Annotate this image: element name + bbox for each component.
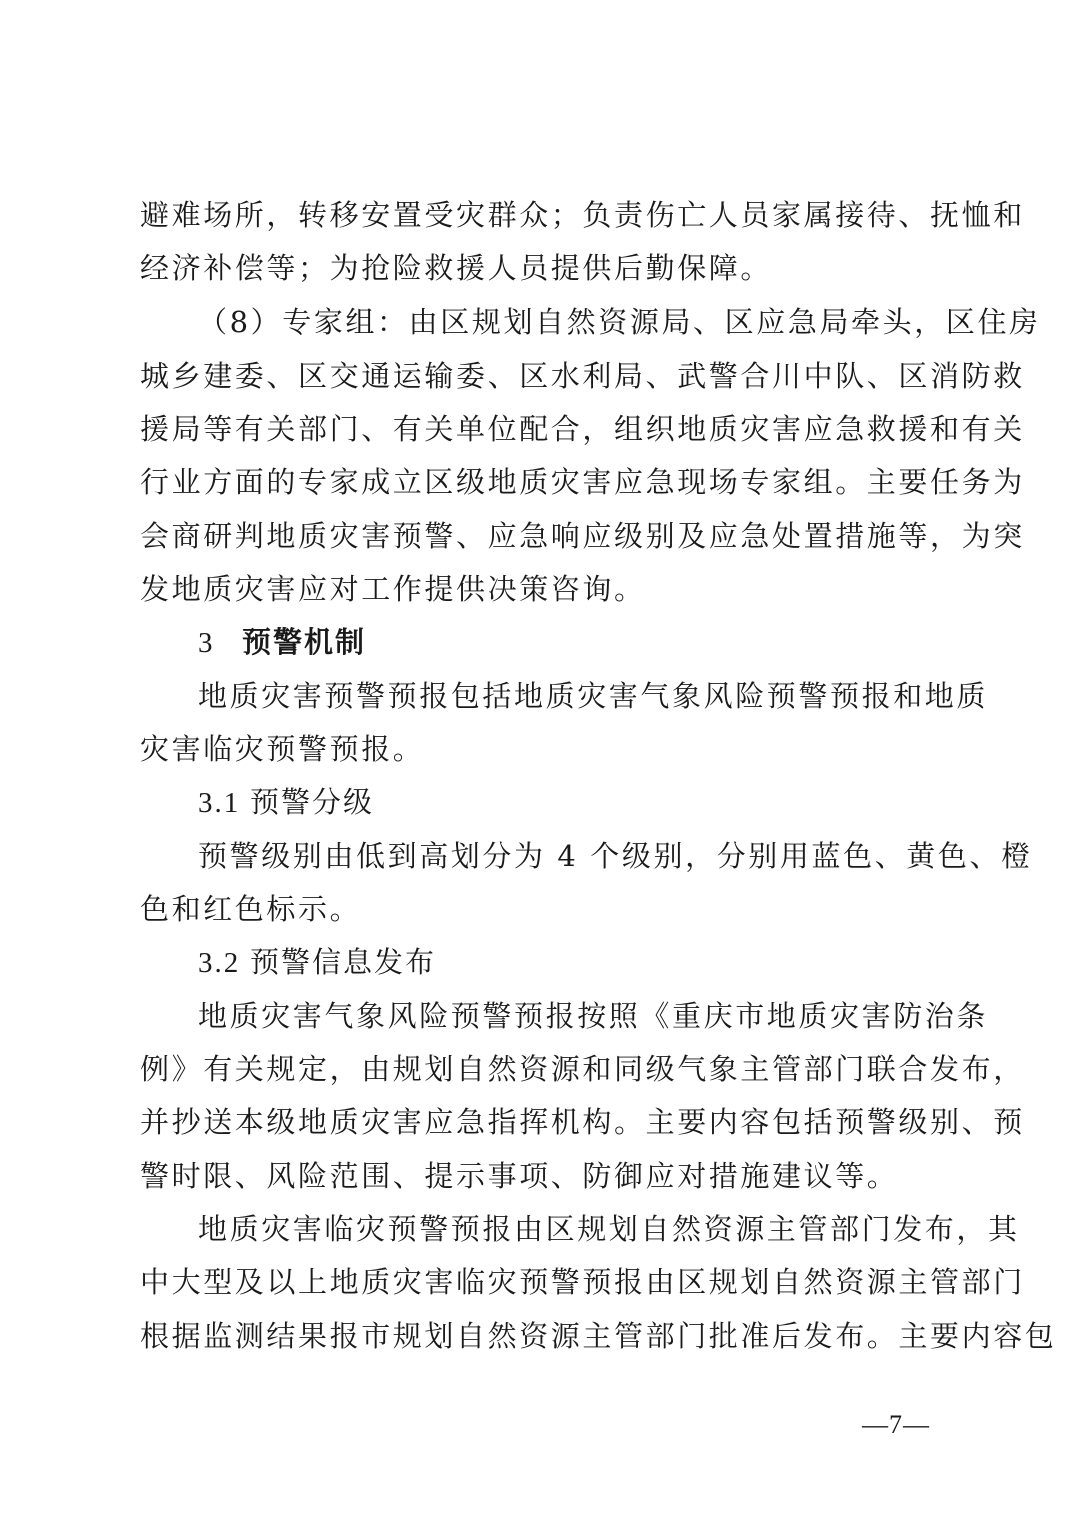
body-text-line: 警时限、风险范围、提示事项、防御应对措施建议等。 — [140, 1159, 899, 1193]
body-text-line: 地质灾害预警预报包括地质灾害气象风险预警预报和地质 — [198, 679, 989, 713]
section-title: 预警机制 — [242, 625, 367, 659]
body-text-line: 发地质灾害应对工作提供决策咨询。 — [140, 572, 646, 606]
section-number: 3.2 — [198, 947, 241, 979]
body-text-line: 援局等有关部门、有关单位配合，组织地质灾害应急救援和有关 — [140, 412, 1025, 446]
section-heading-3 — [198, 622, 940, 663]
body-text-line: （8）专家组：由区规划自然资源局、区应急局牵头，区住房 — [198, 305, 1041, 339]
body-text-line: 地质灾害气象风险预警预报按照《重庆市地质灾害防治条 — [198, 999, 989, 1033]
section-number: 3 — [198, 627, 215, 659]
section-heading-3-2 — [198, 942, 940, 983]
body-text-line: 行业方面的专家成立区级地质灾害应急现场专家组。主要任务为 — [140, 465, 1025, 499]
body-text-line: 根据监测结果报市规划自然资源主管部门批准后发布。主要内容包 — [140, 1319, 1057, 1353]
section-heading-3-1 — [198, 782, 940, 823]
section-number: 3.1 — [198, 787, 241, 819]
body-text-line: 会商研判地质灾害预警、应急响应级别及应急处置措施等，为突 — [140, 519, 1025, 553]
body-text-line: 避难场所，转移安置受灾群众；负责伤亡人员家属接待、抚恤和 — [140, 198, 1025, 232]
body-text-line: 城乡建委、区交通运输委、区水利局、武警合川中队、区消防救 — [140, 359, 1025, 393]
body-text-line: 中大型及以上地质灾害临灾预警预报由区规划自然资源主管部门 — [140, 1265, 1025, 1299]
body-text-line: 例》有关规定，由规划自然资源和同级气象主管部门联合发布， — [140, 1052, 1025, 1086]
body-text-line: 灾害临灾预警预报。 — [140, 732, 425, 766]
section-title: 预警分级 — [250, 785, 375, 819]
body-text-line: 经济补偿等；为抢险救援人员提供后勤保障。 — [140, 251, 773, 285]
body-text-line: 并抄送本级地质灾害应急指挥机构。主要内容包括预警级别、预 — [140, 1105, 1025, 1139]
page-number: —7— — [862, 1410, 930, 1439]
section-title: 预警信息发布 — [250, 945, 437, 979]
body-text-line: 色和红色标示。 — [140, 892, 362, 926]
body-text-line: 地质灾害临灾预警预报由区规划自然资源主管部门发布，其 — [198, 1212, 1020, 1246]
body-text-line: 预警级别由低到高划分为 4 个级别，分别用蓝色、黄色、橙 — [198, 839, 1033, 873]
